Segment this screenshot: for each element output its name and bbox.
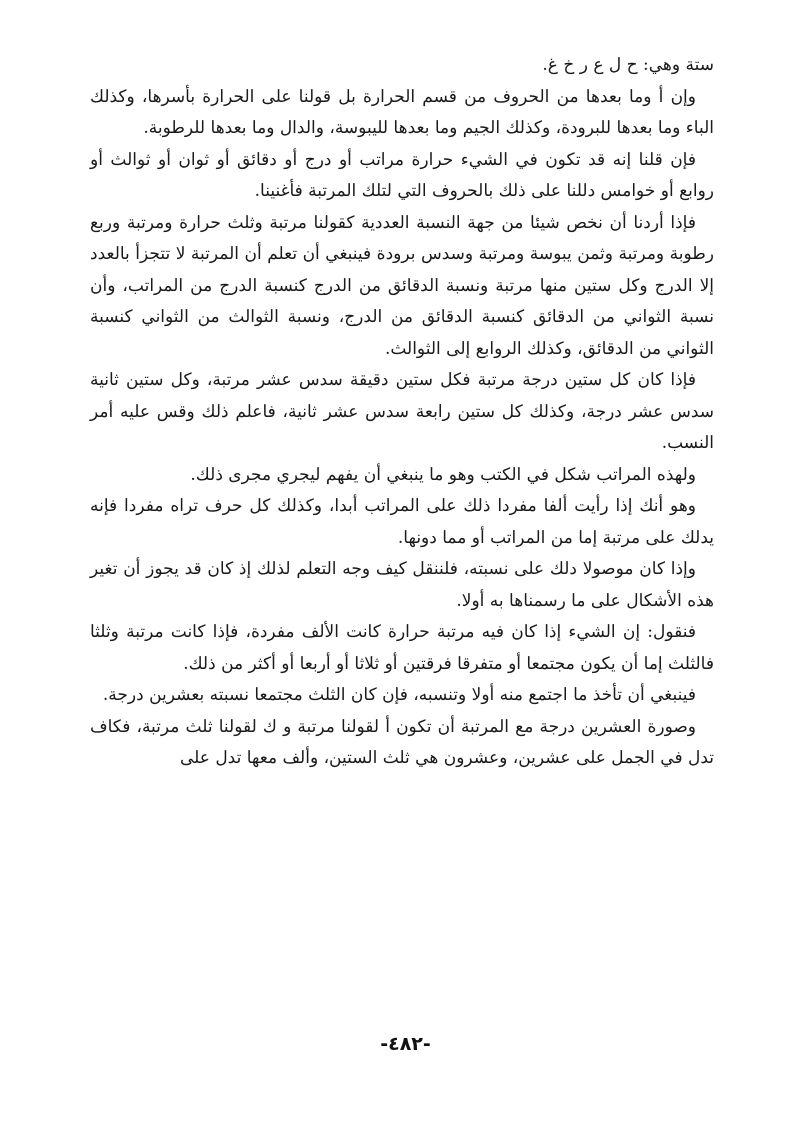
paragraph-7: وهو أنك إذا رأيت ألفا مفردا ذلك على المراتب أبدا، وكذلك كل حرف تراه مفردا فإنه يدلك على مرتبة إما من المراتب أو مما دونها. (90, 496, 714, 548)
paragraph-1: ستة وهي: ح ل ع ر خ غ. (542, 55, 714, 75)
paragraph-2: وإن أ وما بعدها من الحروف من قسم الحرارة بل قولنا على الحرارة بأسرها، وكذلك الباء وما بعدها للبرودة، وكذلك الجيم وما بعدها لليبوسة، والدال وما بعدها للرطوبة. (90, 86, 714, 138)
paragraph-8: وإذا كان موصولا دلك على نسبته، فلننقل كيف وجه التعلم لذلك إذ كان قد يجوز أن تغير هذه الأشكال على ما رسمناها به أولا. (90, 559, 714, 611)
paragraph-10: فينبغي أن تأخذ ما اجتمع منه أولا وتنسبه، فإن كان الثلث مجتمعا نسبته بعشرين درجة. (102, 685, 696, 705)
paragraph-3: فإن قلنا إنه قد تكون في الشيء حرارة مراتب أو درج أو دقائق أو ثوان أو ثوالث أو روابع أو خوامس دللنا على ذلك بالحروف التي لتلك المرتبة فأغنينا. (90, 149, 714, 201)
paragraph-11: وصورة العشرين درجة مع المرتبة أن تكون أ لقولنا مرتبة و ك لقولنا ثلث مرتبة، فكاف تدل في الجمل على عشرين، وعشرون هي ثلث الستين، وألف معها تدل على (90, 716, 714, 768)
paragraph-4: فإذا أردنا أن نخص شيئا من جهة النسبة العددية كقولنا مرتبة وثلث حرارة ومرتبة وربع رطوبة ومرتبة وثمن يبوسة ومرتبة وسدس برودة فينبغي أن تعلم أن المرتبة لا تتجزأ بالعدد إلا الدرج وكل ستين منها مرتبة ونسبة الدقائق من الدرج كنسبة الدرج من المراتب، وأن نسبة الثواني من الدقائق كنسبة الدقائق من الدرج، ونسبة الثوالث من الثواني كنسبة الثواني من الدقائق، وكذلك الروابع إلى الثوالث. (90, 212, 714, 359)
paragraph-6: ولهذه المراتب شكل في الكتب وهو ما ينبغي أن يفهم ليجري مجرى ذلك. (190, 464, 696, 485)
page-number: -٤٨٢- (380, 1033, 431, 1055)
paragraph-5: فإذا كان كل ستين درجة مرتبة فكل ستين دقيقة سدس عشر مرتبة، وكل ستين ثانية سدس عشر درجة، وكذلك كل ستين رابعة سدس عشر ثانية، فاعلم ذلك وقس عليه أمر النسب. (90, 370, 714, 453)
body-text (90, 50, 714, 775)
paragraph-9: فنقول: إن الشيء إذا كان فيه مرتبة حرارة كانت الألف مفردة، فإذا كانت مرتبة وثلثا فالثلث إما أن يكون مجتمعا أو متفرقا فرقتين أو ثلاثا أو أربعا أو أكثر من ذلك. (90, 622, 714, 674)
